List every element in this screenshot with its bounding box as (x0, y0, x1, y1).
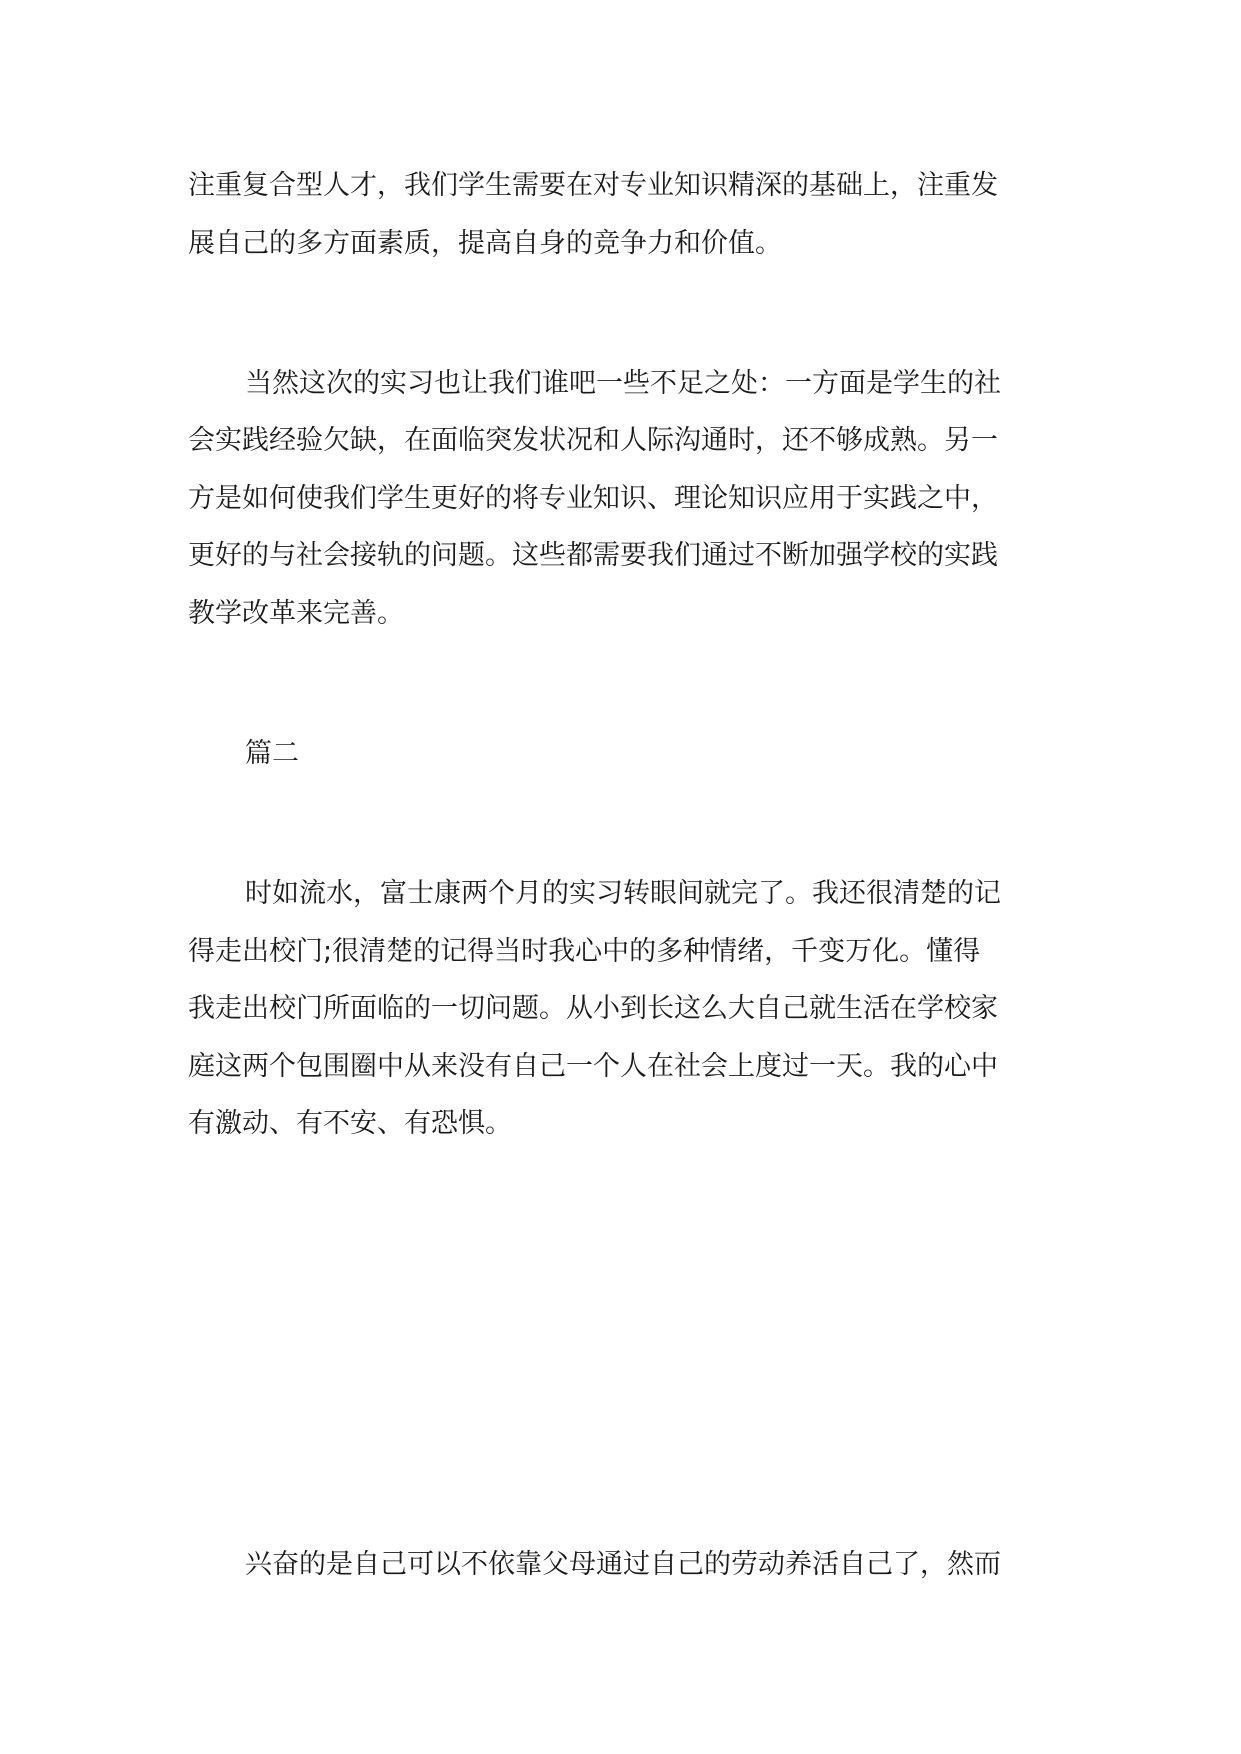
paragraph-2-line-1: 当然这次的实习也让我们谁吧一些不足之处：一方面是学生的社 (245, 368, 1001, 399)
paragraph-3-line-5: 有激动、有不安、有恐惧。 (188, 1108, 512, 1139)
paragraph-3-line-1: 时如流水，富士康两个月的实习转眼间就完了。我还很清楚的记 (245, 878, 1001, 909)
paragraph-4-line-1: 兴奋的是自己可以不依靠父母通过自己的劳动养活自己了，然而 (245, 1549, 1001, 1580)
paragraph-2-line-2: 会实践经验欠缺，在面临突发状况和人际沟通时，还不够成熟。另一 (188, 425, 998, 456)
section-heading: 篇二 (245, 738, 299, 769)
paragraph-1-line-2: 展自己的多方面素质，提高自身的竞争力和价值。 (188, 228, 782, 259)
paragraph-2-line-3: 方是如何使我们学生更好的将专业知识、理论知识应用于实践之中， (188, 483, 998, 514)
paragraph-2-line-5: 教学改革来完善。 (188, 598, 404, 629)
paragraph-2-line-4: 更好的与社会接轨的问题。这些都需要我们通过不断加强学校的实践 (188, 540, 998, 571)
paragraph-1-line-1: 注重复合型人才，我们学生需要在对专业知识精深的基础上，注重发 (188, 170, 998, 201)
paragraph-3-line-2: 得走出校门;很清楚的记得当时我心中的多种情绪，千变万化。懂得 (188, 936, 981, 967)
paragraph-3-line-3: 我走出校门所面临的一切问题。从小到长这么大自己就生活在学校家 (188, 993, 998, 1024)
paragraph-3-line-4: 庭这两个包围圈中从来没有自己一个人在社会上度过一天。我的心中 (188, 1051, 998, 1082)
